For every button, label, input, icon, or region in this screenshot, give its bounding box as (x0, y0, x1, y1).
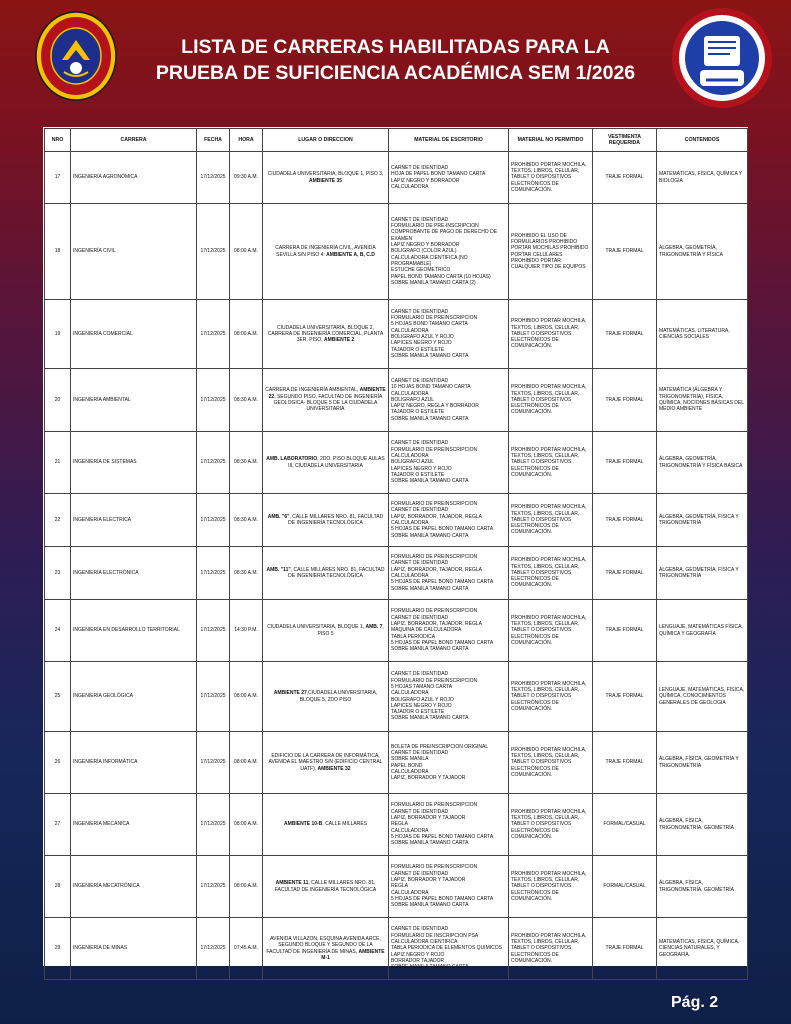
material-item: TABLA PERIODICA (391, 633, 436, 640)
title-line-1: LISTA DE CARRERAS HABILITADAS PARA LA (181, 36, 610, 58)
cell-lugar (263, 600, 389, 662)
cell-no-permitido: PROHIBIDO PORTAR MOCHILA, TEXTOS, LIBROS, CELULAR, TABLET O DISPOSITIVOS ELECTRÓNICOS DE COMUNICACIÓN. (509, 547, 593, 600)
cell-lugar (263, 152, 389, 204)
cell-hora: 08:00 A.M. (230, 732, 263, 794)
material-item: SOBRE MANILA TAMAÑO CARTA (391, 352, 469, 359)
table-body (45, 152, 748, 980)
material-item: CARNET DE IDENTIDAD (391, 926, 449, 933)
material-item: FORMULARIO DE PREINSCRIPCIÓN (391, 802, 478, 809)
material-item: LÁPIZ NEGRO Y ROJO (391, 951, 445, 958)
material-item: CALCULADORA (391, 889, 429, 896)
cell-fecha: 17/12/2025 (197, 732, 230, 794)
material-item: EXAMEN (391, 235, 413, 242)
cell-vestimenta: TRAJE FORMAL (593, 494, 657, 547)
cell-nro: 21 (45, 432, 71, 494)
cell-vestimenta: TRAJE FORMAL (593, 918, 657, 980)
table-row (45, 600, 748, 662)
col-no-permitido: MATERIAL NO PERMITIDO (509, 129, 593, 152)
cell-fecha: 17/12/2025 (197, 494, 230, 547)
material-item: REGLA (391, 821, 408, 828)
cell-lugar-text: , PISO 5 (317, 624, 384, 637)
cell-carrera: INGENIERÍA INFORMÁTICA (71, 732, 197, 794)
table-row (45, 918, 748, 980)
cell-hora: 07:45 A.M. (230, 918, 263, 980)
cell-nro: 24 (45, 600, 71, 662)
cell-hora: 08:00 A.M. (230, 300, 263, 369)
cell-contenidos: MATEMÁTICA (ÁLGEBRA Y TRIGONOMETRÍA), FÍSICA, QUÍMICA, NOCIONES BÁSICAS DEL MEDIO AMBIENTE (657, 369, 748, 432)
cell-material (389, 600, 509, 662)
cell-lugar-text: CIUDADELA UNIVERSITARIA, BLOQUE 1, PISO 3, (267, 171, 384, 178)
table-row (45, 732, 748, 794)
page-header (0, 0, 791, 118)
careers-table-sheet (43, 127, 748, 971)
table-row (45, 547, 748, 600)
cell-fecha: 17/12/2025 (197, 152, 230, 204)
col-nro: NRO (45, 129, 71, 152)
material-item: BOLÍGRAFO AZUL Y ROJO (391, 334, 454, 340)
cell-lugar-ambiente: AMBIENTE 35 (308, 177, 343, 184)
cell-fecha: 17/12/2025 (197, 432, 230, 494)
cell-vestimenta: TRAJE FORMAL (593, 662, 657, 732)
cell-contenidos: ÁLGEBRA, FÍSICA, GEOMETRÍA Y TRIGONOMETRÍA (657, 732, 748, 794)
material-item: LÁPIZ, BORRADOR, TAJADOR, REGLA (391, 513, 482, 520)
cell-lugar-text: CARRERA DE INGENIERÍA CIVIL, AVENIDA SEVILLA S/N PISO 4: (275, 245, 376, 258)
cell-nro: 26 (45, 732, 71, 794)
cell-fecha: 17/12/2025 (197, 547, 230, 600)
material-item: BOLÍGRAFO AZUL (391, 396, 435, 403)
cell-carrera: INGENIERÍA COMERCIAL (71, 300, 197, 369)
cell-nro: 20 (45, 369, 71, 432)
cell-nro: 29 (45, 918, 71, 980)
cell-fecha: 17/12/2025 (197, 300, 230, 369)
cell-vestimenta: TRAJE FORMAL (593, 432, 657, 494)
material-item: 5 HOJAS DE PAPEL BOND TAMAÑO CARTA (391, 895, 494, 902)
material-item: SOBRE MANILA TAMAÑO CARTA (2) (391, 279, 476, 286)
cell-no-permitido: PROHIBIDO PORTAR MOCHILA, TEXTOS, LIBROS, CELULAR, TABLET O DISPOSITIVOS ELECTRÓNICOS DE COMUNICACIÓN. (509, 856, 593, 918)
table-row (45, 300, 748, 369)
material-item: LAPICES NEGRO Y ROJO (391, 340, 452, 347)
cell-material (389, 918, 509, 980)
cell-contenidos: ÁLGEBRA, FÍSICA, TRIGONOMETRÍA, GEOMETRÍA (657, 856, 748, 918)
cell-hora: 08:00 A.M. (230, 794, 263, 856)
cell-material (389, 204, 509, 300)
cell-no-permitido: PROHIBIDO PORTAR MOCHILA, TEXTOS, LIBROS, CELULAR, TABLET O DISPOSITIVOS ELECTRÓNICOS DE COMUNICACIÓN. (509, 918, 593, 980)
cell-lugar-text: ,CIUDADELA UNIVERSITARIA, BLOQUE 5, 2DO PISO (299, 690, 378, 703)
cell-lugar (263, 918, 389, 980)
cell-contenidos: ÁLGEBRA, GEOMETRÍA, TRIGONOMETRÍA Y FÍSICA BÁSICA (657, 432, 748, 494)
cell-lugar-text: CARRERA DE INGENIERÍA AMBIENTAL, (265, 387, 360, 394)
cell-lugar-text: , CALLE MILLARES NRO. 81, FACULTAD DE INGENIERÍA TECNOLÓGICA (288, 513, 384, 526)
cell-lugar-text: EDIFICIO DE LA CARRERA DE INFORMÁTICA, AVENIDA EL MAESTRO S/N (EDIFICIO CENTRAL UATF), (268, 753, 383, 772)
cell-contenidos: MATEMÁTICAS, FÍSICA, QUÍMICA, CIENCIAS NATURALES, Y GEOGRAFÍA. (657, 918, 748, 980)
table-row (45, 432, 748, 494)
cell-vestimenta: FORMAL/CASUAL (593, 856, 657, 918)
material-item: CARNET DE IDENTIDAD (391, 308, 449, 315)
cell-carrera: INGENIERÍA EN DESARROLLO TERRITORIAL (71, 600, 197, 662)
table-row (45, 369, 748, 432)
cell-hora: 08:30 A.M. (230, 432, 263, 494)
material-item: REGLA (391, 883, 408, 890)
cell-contenidos: MATEMÁTICAS, LITERATURA, CIENCIAS SOCIALES (657, 300, 748, 369)
cell-hora: 08:00 A.M. (230, 204, 263, 300)
cell-material (389, 369, 509, 432)
cell-carrera: INGENIERÍA GEOLÓGICA (71, 662, 197, 732)
cell-nro: 23 (45, 547, 71, 600)
cell-lugar-text: CIUDADELA UNIVERSITARIA, BLOQUE 1, (267, 624, 366, 631)
material-item: CALCULADORA (391, 183, 429, 190)
cell-lugar-ambiente: AMBIENTE 32 (317, 765, 351, 772)
cell-carrera: INGENIERÍA MECÁNICA (71, 794, 197, 856)
material-item: TAJADOR O ESTILETE (391, 471, 445, 478)
cell-lugar (263, 369, 389, 432)
material-item: FORMULARIO DE PREINSCRIPCIÓN (391, 864, 478, 871)
material-item: LÁPIZ, BORRADOR Y TAJADOR (391, 877, 466, 884)
careers-table (44, 128, 748, 980)
material-item: FORMULARIO DE INSCRIPCIÓN PSA (391, 932, 479, 939)
cell-no-permitido: PROHIBIDO PORTAR MOCHILA, TEXTOS, LIBROS, CELULAR, TABLET O DISPOSITIVOS ELECTRÓNICOS DE COMUNICACIÓN. (509, 494, 593, 547)
cell-material (389, 494, 509, 547)
cell-carrera: INGENIERÍA CIVIL (71, 204, 197, 300)
cell-hora: 08:30 A.M. (230, 369, 263, 432)
cell-lugar (263, 204, 389, 300)
col-fecha: FECHA (197, 129, 230, 152)
material-item: BOLÍGRAFO AZUL Y ROJO (391, 696, 454, 703)
cell-no-permitido: PROHIBIDO PORTAR MOCHILA, TEXTOS, LIBROS, CELULAR, TABLET O DISPOSITIVOS ELECTRÓNICOS DE COMUNICACIÓN. (509, 600, 593, 662)
cell-material (389, 794, 509, 856)
cell-carrera: INGENIERÍA ELECTRICA (71, 494, 197, 547)
material-item: CARNET DE IDENTIDAD (391, 560, 449, 567)
material-item: LÁPIZ, BORRADOR, TAJADOR, REGLA (391, 566, 482, 573)
cell-hora: 08:00 A.M. (230, 662, 263, 732)
material-item: BORRADOR TAJADOR (391, 957, 445, 964)
cell-carrera: INGENIERÍA MECATRÓNICA (71, 856, 197, 918)
material-item: CARNET DE IDENTIDAD (391, 440, 449, 447)
cell-lugar-ambiente: AMBIENTE 2 (323, 337, 355, 344)
cell-lugar (263, 494, 389, 547)
cell-nro: 25 (45, 662, 71, 732)
table-header (45, 129, 748, 152)
material-item: COMPROBANTE DE PAGO DE DERECHO DE (391, 229, 498, 236)
material-item: LÁPIZ NEGRO, REGLA Y BORRADOR (391, 403, 479, 410)
material-item: CALCULADORA (391, 453, 429, 460)
material-item: FORMULARIO DE PREINSCRIPCIÓN (391, 608, 478, 615)
cell-fecha: 17/12/2025 (197, 918, 230, 980)
cell-lugar-ambiente: AMBIENTE 22 (268, 387, 386, 400)
material-item: TABLA PERIÓDICA DE ELEMENTOS QUÍMICOS (391, 945, 502, 952)
cell-hora: 08:00 A.M. (230, 856, 263, 918)
material-item: FORMULARIO DE PRE-INSCRIPCIÓN (391, 223, 479, 230)
cell-fecha: 17/12/2025 (197, 600, 230, 662)
material-item: ESTUCHE GEOMÉTRICO (391, 267, 451, 274)
material-item: TAJADOR O ESTILETE (391, 346, 445, 353)
cell-vestimenta: TRAJE FORMAL (593, 547, 657, 600)
material-item: 5 HOJAS DE PAPEL BOND TAMAÑO CARTA (391, 833, 494, 840)
cell-fecha: 17/12/2025 (197, 204, 230, 300)
col-hora: HORA (230, 129, 263, 152)
material-item: HOJA DE PAPEL BOND TAMAÑO CARTA (391, 171, 486, 178)
material-item: FORMULARIO DE PREINSCRIPCIÓN (391, 315, 478, 322)
cell-lugar-ambiente: AMBIENTE A, B, C.D (326, 251, 375, 258)
material-item: CARNET DE IDENTIDAD (391, 671, 449, 678)
material-item: CARNET DE IDENTIDAD (391, 377, 449, 384)
cell-contenidos: LENGUAJE, MATEMÁTICAS, FÍSICA, QUÍMICA, CONOCIMIENTOS GENERALES DE GEOLOGÍA (657, 662, 748, 732)
cell-carrera: INGENIERÍA DE SISTEMAS (71, 432, 197, 494)
material-item: LAPICES NEGRO Y ROJO (391, 702, 452, 709)
cell-lugar (263, 732, 389, 794)
cell-lugar-ambiente: AMBIENTE 27 (273, 690, 307, 697)
cell-lugar-text: , SEGUNDO PISO, FACULTAD DE INGENIERÍA GEOLOGICA- BLOQUE 5 DE LA CIUDADELA UNIVERSITARIA (273, 393, 383, 413)
material-item: 5 HOJAS DE PAPEL BOND TAMAÑO CARTA (391, 639, 494, 646)
material-item: SOBRE MANILA TAMAÑO CARTA (391, 646, 469, 653)
cell-lugar (263, 547, 389, 600)
cell-lugar-ambiente: AMB. "6" (267, 513, 290, 520)
cell-vestimenta: TRAJE FORMAL (593, 732, 657, 794)
material-item: BOLÍGRAFO AZUL (391, 459, 435, 466)
cell-lugar-text: , CALLE MILLARES (322, 821, 368, 828)
material-item: CALCULADORA (391, 768, 429, 775)
cell-nro: 28 (45, 856, 71, 918)
cell-contenidos: LENGUAJE, MATEMÁTICAS FÍSICA, QUÍMICA Y GEOGRAFÍA (657, 600, 748, 662)
cell-material (389, 662, 509, 732)
cell-lugar-text: , CALLE MILLARES NRO. 81, FACULTAD DE INGENIERÍA TECNOLÓGICA (288, 566, 385, 579)
material-item: LÁPIZ, BORRADOR Y TAJADOR (391, 775, 466, 782)
material-item: BOLÍGRAFO (COLOR AZUL) (391, 248, 457, 255)
cell-nro: 17 (45, 152, 71, 204)
cell-lugar-ambiente: AMBIENTE 10-B (283, 821, 323, 828)
cell-material (389, 856, 509, 918)
cell-material (389, 432, 509, 494)
material-item: 5 HOJAS DE PAPEL BOND TAMAÑO CARTA (391, 526, 494, 533)
cell-vestimenta: TRAJE FORMAL (593, 152, 657, 204)
material-item: CALCULADORA (391, 573, 429, 579)
cell-contenidos: MATEMÁTICAS, FÍSICA, QUÍMICA Y BIOLOGÍA (657, 152, 748, 204)
cell-hora: 08:30 A.M. (230, 547, 263, 600)
col-vestimenta: VESTIMENTA REQUERIDA (593, 129, 657, 152)
material-item: CARNET DE IDENTIDAD (391, 216, 449, 223)
material-item: FORMULARIO DE PREINSCRIPCIÓN (391, 677, 478, 684)
cell-vestimenta: TRAJE FORMAL (593, 300, 657, 369)
cell-lugar-text: , 2DO. PISO BLOQUE AULAS III, CIUDADELA UNIVERSITARIA (288, 456, 385, 469)
cell-contenidos: ÁLGEBRA, FÍSICA, TRIGONOMETRÍA, GEOMETRÍA (657, 794, 748, 856)
cell-lugar-text: AVENIDA VILLAZON, ESQUINA AVENIDA ARCE, SEGUNDO BLOQUE Y SEGUNDO DE LA FACULTAD DE INGENIERÍA DE MINAS, (266, 935, 381, 955)
material-item: CARNET DE IDENTIDAD (391, 614, 449, 621)
cell-no-permitido: PROHIBIDO EL USO DE FORMULARIOS PROHIBIDO PORTAR MOCHILAS PROHIBIDO PORTAR CELULARES PROHIBIDO PORTAR CUALQUIER TIPO DE EQUIPOS (509, 204, 593, 300)
cell-lugar (263, 432, 389, 494)
material-item: LÁPIZ NEGRO Y BORRADOR (391, 177, 460, 184)
material-item: SOBRE MANILA TAMAÑO CARTA (391, 840, 469, 847)
cell-nro: 27 (45, 794, 71, 856)
table-row (45, 856, 748, 918)
cell-contenidos: ÁLGEBRA, GEOMETRÍA, TRIGONOMETRÍA Y FÍSICA (657, 204, 748, 300)
cell-no-permitido: PROHIBIDO PORTAR MOCHILA, TEXTOS, LIBROS, CELULAR, TABLET O DISPOSITIVOS ELECTRÓNICOS DE COMUNICACIÓN. (509, 794, 593, 856)
material-item: LAPICES NEGRO Y ROJO (391, 465, 452, 472)
page-number: Pág. 2 (671, 994, 719, 1011)
col-contenidos: CONTENIDOS (657, 129, 748, 152)
material-item: LÁPIZ, BORRADOR Y TAJADOR (391, 815, 466, 822)
cell-hora: 09:30 A.M. (230, 152, 263, 204)
title-line-2: PRUEBA DE SUFICIENCIA ACADÉMICA SEM 1/2026 (155, 62, 636, 84)
table-row (45, 152, 748, 204)
cell-material (389, 152, 509, 204)
col-carrera: CARRERA (71, 129, 197, 152)
material-item: MAQUINA DE CALCULADORA (391, 627, 462, 634)
table-row (45, 204, 748, 300)
cell-lugar-ambiente: AMBIENTE M-1 (321, 948, 385, 961)
cell-vestimenta: TRAJE FORMAL (593, 600, 657, 662)
material-item: SOBRE MANILA TAMAÑO CARTA (391, 415, 469, 422)
material-item: CARNET DE IDENTIDAD (391, 870, 449, 877)
material-item: TAJADOR O ESTILETE (391, 709, 445, 716)
cell-lugar-ambiente: AMB. LABORATORIO (266, 456, 318, 463)
material-item: LÁPIZ, BORRADOR, TAJADOR, REGLA (391, 621, 482, 628)
cell-material (389, 547, 509, 600)
col-material: MATERIAL DE ESCRITORIO (389, 129, 509, 152)
cell-lugar-ambiente: AMB. 7 (365, 624, 383, 631)
material-item: CALCULADORA (391, 690, 429, 697)
cell-no-permitido: PROHIBIDO PORTAR MOCHILA, TEXTOS, LIBROS, CELULAR, TABLET O DISPOSITIVOS ELECTRÓNICOS DE COMUNICACIÓN. (509, 732, 593, 794)
cell-vestimenta: FORMAL/CASUAL (593, 794, 657, 856)
cell-lugar (263, 662, 389, 732)
material-item: SOBRE MANILA TAMAÑO CARTA (391, 964, 469, 971)
material-item: CARNET DE IDENTIDAD (391, 749, 449, 756)
cell-vestimenta: TRAJE FORMAL (593, 204, 657, 300)
cell-vestimenta: TRAJE FORMAL (593, 369, 657, 432)
material-item: SOBRE MANILA TAMAÑO CARTA (391, 715, 469, 722)
cell-contenidos: ÁLGEBRA, GEOMETRÍA, FÍSICA Y TRIGONOMETRÍA (657, 494, 748, 547)
cell-fecha: 17/12/2025 (197, 369, 230, 432)
material-item: SOBRE MANILA (391, 756, 429, 763)
cell-no-permitido: PROHIBIDO PORTAR MOCHILA, TEXTOS, LIBROS, CELULAR, TABLET O DISPOSITIVOS ELECTRÓNICOS DE COMUNICACIÓN. (509, 152, 593, 204)
material-item: SOBRE MANILA TAMAÑO CARTA (391, 532, 469, 539)
cell-no-permitido: PROHIBIDO PORTAR MOCHILA, TEXTOS, LIBROS, CELULAR, TABLET O DISPOSITIVOS ELECTRÓNICOS DE COMUNICACIÓN. (509, 662, 593, 732)
cell-carrera: INGENIERÍA ELECTRÓNICA (71, 547, 197, 600)
cell-no-permitido: PROHIBIDO PORTAR MOCHILA, TEXTOS, LIBROS, CELULAR, TABLET O DISPOSITIVOS ELECTRÓNICOS DE COMUNICACIÓN. (509, 432, 593, 494)
col-lugar: LUGAR O DIRECCION (263, 129, 389, 152)
material-item: 5 HOJAS TAMAÑO CARTA (391, 683, 453, 690)
material-item: PAPEL BOND (391, 762, 423, 769)
cell-lugar (263, 794, 389, 856)
cell-fecha: 17/12/2025 (197, 856, 230, 918)
cell-no-permitido: PROHIBIDO PORTAR MOCHILA, TEXTOS, LIBROS, CELULAR, TABLET O DISPOSITIVOS ELECTRÓNICOS DE COMUNICACIÓN. (509, 369, 593, 432)
cell-nro: 19 (45, 300, 71, 369)
material-item: 5 HOJAS BOND TAMAÑO CARTA (391, 321, 468, 328)
cell-carrera: INGENIERÍA AGRONÓMICA (71, 152, 197, 204)
material-item: CARNET DE IDENTIDAD (391, 507, 449, 514)
material-item: CALCULADORA (391, 827, 429, 834)
cell-carrera: INGENIERÍA AMBIENTAL (71, 369, 197, 432)
material-item: LÁPIZ NEGRO Y BORRADOR (391, 242, 460, 249)
cell-carrera: INGENIERÍA DE MINAS (71, 918, 197, 980)
cell-lugar-ambiente: AMB. "11" (266, 566, 291, 573)
material-item: PROGRAMABLE) (391, 260, 432, 267)
cell-lugar-text: CIUDADELA UNIVERSITARIA, BLOQUE 2, CARRERA DE INGENIERÍA COMERCIAL, PLANTA 3ER. PISO, (267, 324, 384, 344)
page-title (110, 34, 681, 86)
university-seal-logo (34, 10, 118, 102)
material-item: SOBRE MANILA TAMAÑO CARTA (391, 478, 469, 485)
material-item: CALCULADORA (391, 390, 429, 397)
cell-lugar (263, 856, 389, 918)
cell-material (389, 732, 509, 794)
material-item: 5 HOJAS DE PAPEL BOND TAMAÑO CARTA (391, 579, 494, 586)
material-item: CALCULADORA CIENTÍFICA (391, 939, 458, 946)
material-item: SOBRE MANILA TAMAÑO CARTA (391, 902, 469, 909)
material-item: CALCULADORA (391, 327, 429, 334)
cell-hora: 14:30 P.M. (230, 600, 263, 662)
table-row (45, 662, 748, 732)
cell-lugar-text: , CALLE MILLARES NRO. 81, FACULTAD DE INGENIERÍA TECNOLÓGICA (274, 880, 377, 893)
cell-lugar-ambiente: AMBIENTE 11 (275, 880, 309, 887)
material-item: FORMULARIO DE PREINSCRIPCIÓN (391, 554, 478, 561)
cell-fecha: 17/12/2025 (197, 662, 230, 732)
material-item: SOBRE MANILA TAMAÑO CARTA (391, 585, 469, 592)
table-row (45, 794, 748, 856)
material-item: BOLETA DE PREINSCRIPCIÓN ORIGINAL (391, 743, 489, 750)
cell-nro: 22 (45, 494, 71, 547)
cell-no-permitido: PROHIBIDO PORTAR MOCHILA, TEXTOS, LIBROS, CELULAR, TABLET O DISPOSITIVOS ELECTRÓNICOS DE COMUNICACIÓN. (509, 300, 593, 369)
material-item: PAPEL BOND TAMAÑO CARTA (10 HOJAS) (391, 273, 491, 280)
cell-lugar (263, 300, 389, 369)
cell-hora: 08:30 A.M. (230, 494, 263, 547)
material-item: FORMULARIO DE PREINSCRIPCIÓN (391, 501, 478, 508)
material-item: FORMULARIO DE PREINSCRIPCIÓN (391, 446, 478, 453)
material-item: CARNET DE IDENTIDAD (391, 808, 449, 815)
material-item: CALCULADORA CIENTÍFICA (NO (391, 254, 468, 261)
material-item: CARNET DE IDENTIDAD (391, 164, 449, 171)
cell-fecha: 17/12/2025 (197, 794, 230, 856)
dsa-logo (670, 6, 774, 110)
table-row (45, 494, 748, 547)
material-item: CALCULADORA (391, 520, 429, 526)
material-item: TAJADOR O ESTILETE (391, 409, 445, 416)
material-item: 10 HOJAS BOND TAMAÑO CARTA (391, 384, 471, 391)
cell-contenidos: ÁLGEBRA, GEOMETRÍA, FÍSICA Y TRIGONOMETRÍA (657, 547, 748, 600)
cell-material (389, 300, 509, 369)
cell-nro: 18 (45, 204, 71, 300)
